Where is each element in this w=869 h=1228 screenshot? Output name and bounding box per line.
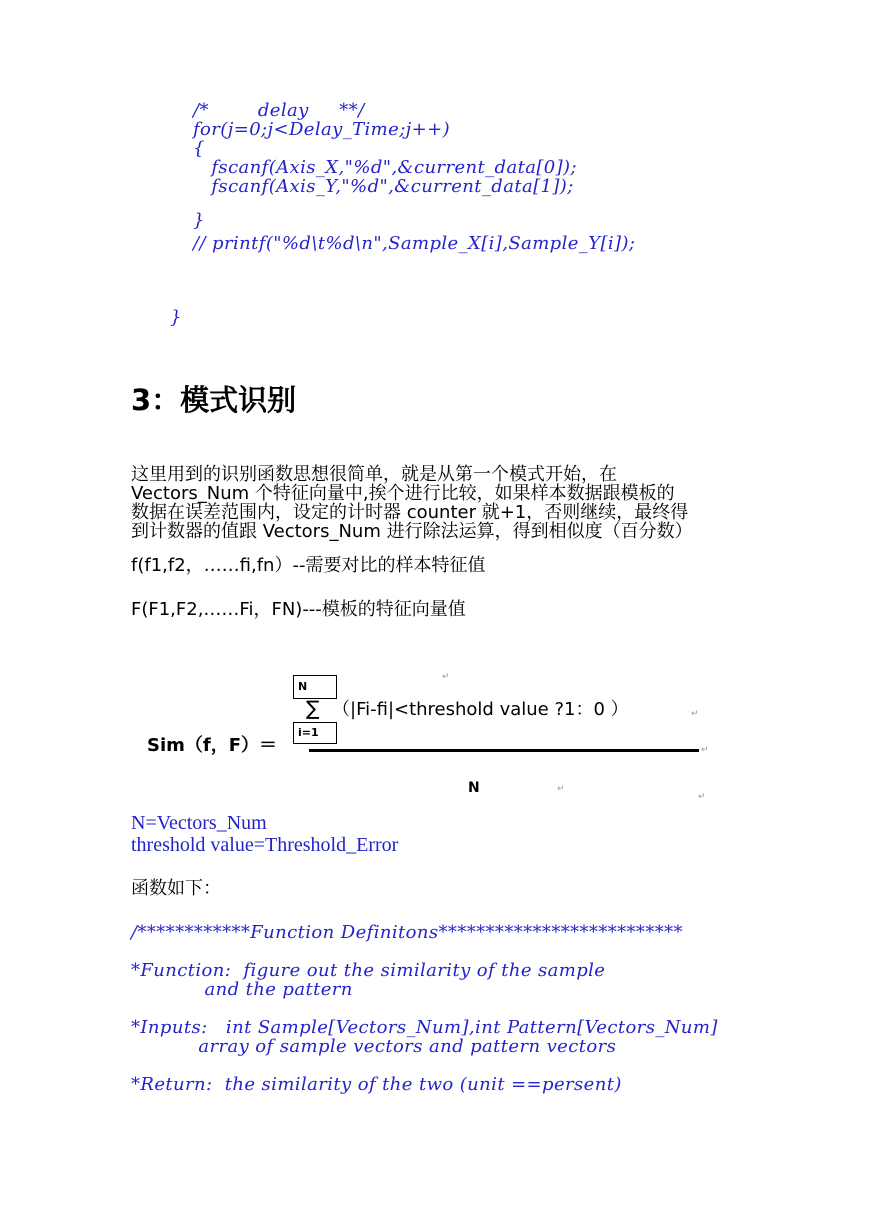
return-mark: ↵	[557, 784, 565, 794]
formula-numerator: （|Fi-fi|<threshold value ?1：0 ）	[332, 699, 629, 720]
formula-upper-limit: N	[293, 675, 337, 699]
return-mark: ↵	[691, 709, 699, 719]
code-line-6: }	[193, 210, 205, 231]
comment-line-1: /************Function Definitons**************************	[131, 922, 683, 943]
function-intro: 函数如下：	[131, 878, 221, 899]
n-definition: N=Vectors_Num	[131, 812, 267, 834]
sum-symbol: ∑	[306, 696, 320, 720]
return-mark: ↵	[698, 792, 706, 802]
formula-lhs: Sim（f，F）＝	[147, 735, 278, 756]
sample-definition: f(f1,f2，……fi,fn）--需要对比的样本特征值	[131, 555, 486, 576]
comment-line-6: *Return: the similarity of the two (unit ==persent)	[131, 1074, 622, 1095]
paragraph-line: Vectors_Num 个特征向量中,挨个进行比较，如果样本数据跟模板的	[131, 483, 675, 504]
formula-lower-limit: i=1	[293, 722, 337, 744]
paragraph-line: 这里用到的识别函数思想很简单，就是从第一个模式开始，在	[131, 464, 617, 485]
code-line-8: }	[170, 307, 182, 328]
comment-line-4: *Inputs: int Sample[Vectors_Num],int Pattern[Vectors_Num]	[131, 1017, 718, 1038]
paragraph-line: 数据在误差范围内，设定的计时器 counter 就+1，否则继续，最终得	[131, 502, 689, 523]
comment-line-5: array of sample vectors and pattern vectors	[131, 1036, 617, 1057]
comment-line-3: and the pattern	[131, 979, 353, 1000]
return-mark: ↵	[701, 745, 709, 755]
code-line-1: /* delay **/	[193, 100, 365, 121]
description-paragraph	[131, 465, 751, 541]
fraction-bar	[309, 749, 699, 752]
code-line-2: for(j=0;j<Delay_Time;j++)	[193, 119, 451, 140]
formula-denominator: N	[468, 780, 480, 796]
comment-line-2: *Function: figure out the similarity of the sample	[131, 960, 606, 981]
code-line-7: // printf("%d\t%d\n",Sample_X[i],Sample_Y[i]);	[193, 233, 636, 254]
code-line-3: {	[193, 138, 205, 159]
section-heading: 3：模式识别	[131, 383, 297, 417]
paragraph-line: 到计数器的值跟 Vectors_Num 进行除法运算，得到相似度（百分数）	[131, 521, 693, 542]
threshold-definition: threshold value=Threshold_Error	[131, 834, 399, 856]
code-line-5: fscanf(Axis_Y,"%d",&current_data[1]);	[193, 176, 574, 197]
return-mark: ↵	[442, 672, 450, 682]
template-definition: F(F1,F2,……Fi，FN)---模板的特征向量值	[131, 599, 466, 620]
code-line-4: fscanf(Axis_X,"%d",&current_data[0]);	[193, 157, 577, 178]
